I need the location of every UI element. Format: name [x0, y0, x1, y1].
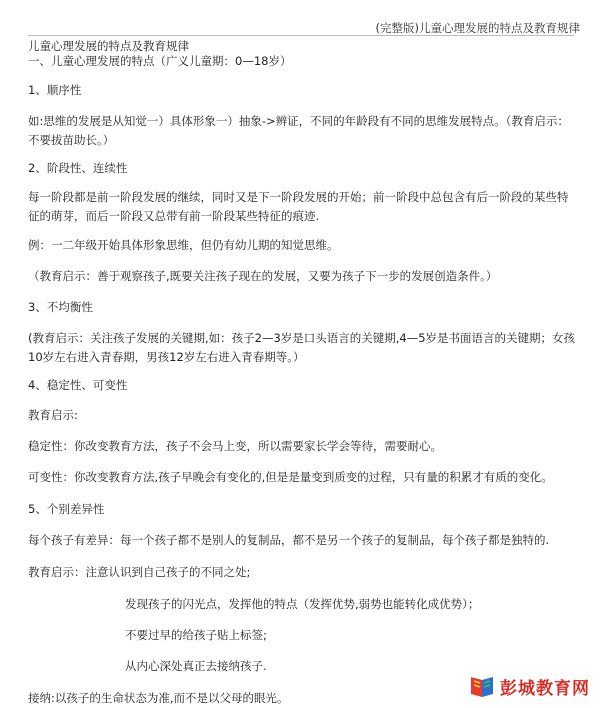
inspiration-paragraph-2: （教育启示：善于观察孩子,既要关注孩子现在的发展，又要为孩子下一步的发展创造条件。） [28, 269, 498, 283]
paragraph-5: 每个孩子有差异：每一个孩子都不是别人的复制品，都不是另一个孩子的复制品，每个孩子都是独特的. [28, 533, 550, 547]
paragraph-2: 每一阶段都是前一阶段发展的继续，同时又是下一阶段发展的开始；前一阶段中总包含有后一阶段的某些特征的萌芽，而后一阶段又总带有前一阶段某些特征的痕迹. [28, 190, 569, 223]
list-item-1: 发现孩子的闪光点，发挥他的特点（发挥优势,弱势也能转化成优势）； [125, 597, 480, 611]
header-divider [28, 35, 574, 36]
subsection-heading-3: 3、不均衡性 [28, 300, 93, 314]
subsection-heading-5: 5、个别差异性 [28, 502, 105, 516]
open-book-logo-icon [469, 676, 495, 698]
list-item-3: 从内心深处真正去接纳孩子. [125, 659, 267, 673]
variability-paragraph: 可变性：你改变教育方法,孩子早晚会有变化的,但是是量变到质变的过程，只有量的积累才有质的变化。 [28, 470, 553, 484]
inspiration-label-4: 教育启示: [28, 408, 78, 422]
section-heading: 一、儿童心理发展的特点（广义儿童期：0—18岁） [28, 54, 292, 68]
accept-paragraph: 接纳:以孩子的生命状态为准,而不是以父母的眼光。 [28, 691, 289, 705]
stability-paragraph: 稳定性：你改变教育方法，孩子不会马上变，所以需要家长学会等待，需要耐心。 [28, 439, 442, 453]
paragraph-3: (教育启示：关注孩子发展的关键期,如：孩子2—3岁是口头语言的关键期,4—5岁是书面语言的关键期；女孩10岁左右进入青春期，男孩12岁左右进入青春期等。） [28, 331, 576, 364]
header-title: (完整版)儿童心理发展的特点及教育规律 [375, 21, 580, 35]
subsection-heading-2: 2、阶段性、连续性 [28, 161, 128, 175]
document-title: 儿童心理发展的特点及教育规律 [28, 39, 189, 53]
list-item-2: 不要过早的给孩子贴上标签; [125, 628, 267, 642]
inspiration-label-5: 教育启示：注意认识到自己孩子的不同之处; [28, 565, 251, 579]
subsection-heading-4: 4、稳定性、可变性 [28, 378, 128, 392]
paragraph-1: 如:思维的发展是从知觉一）具体形象一）抽象->辨证，不同的年龄段有不同的思维发展特点。（教育启示：不要拔苗助长。） [28, 114, 569, 147]
watermark-text: 彭城教育网 [500, 679, 590, 699]
subsection-heading-1: 1、顺序性 [28, 83, 82, 97]
example-paragraph: 例：一二年级开始具体形象思维，但仍有幼儿期的知觉思维。 [28, 238, 339, 252]
site-watermark [469, 674, 590, 699]
